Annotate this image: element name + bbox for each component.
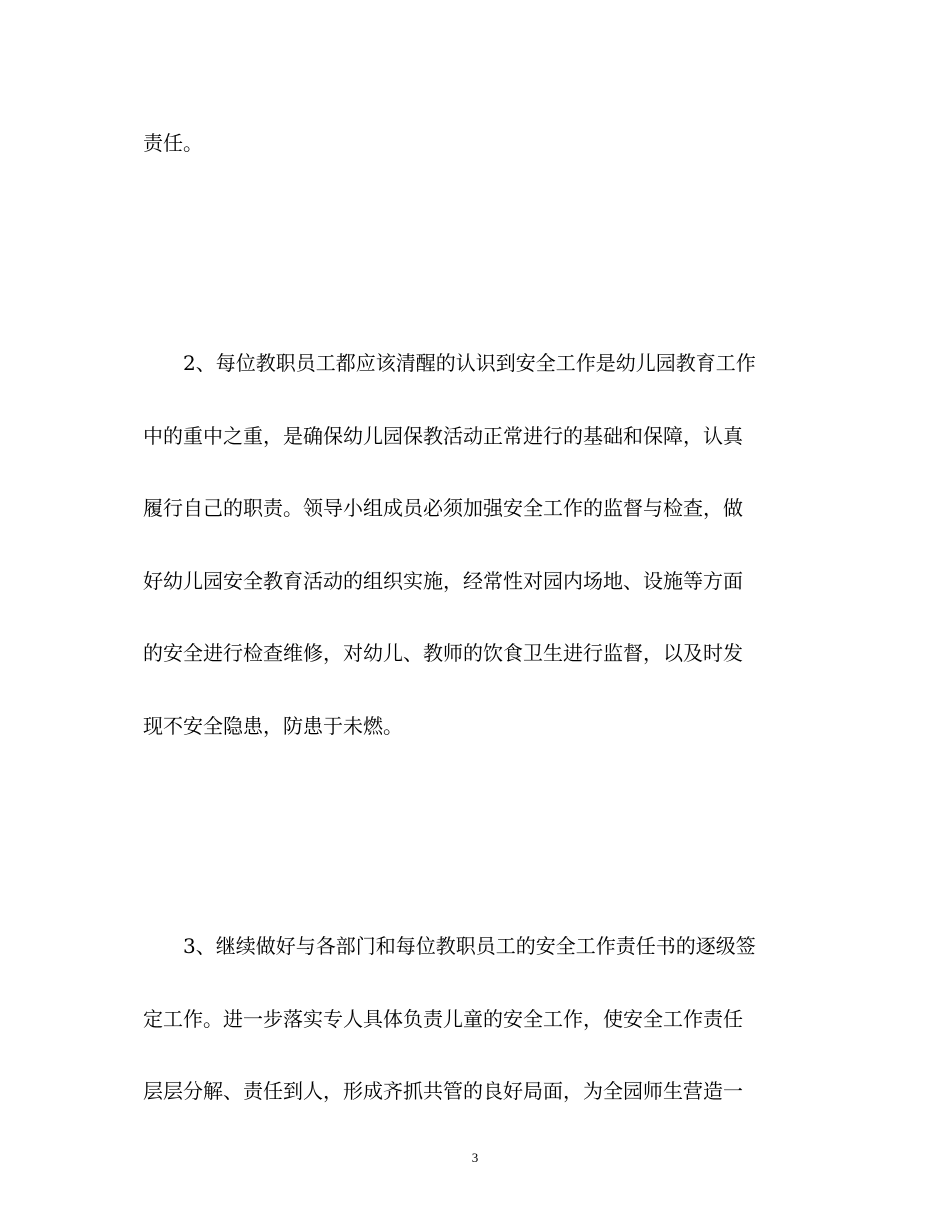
text-line: 现不安全隐患，防患于未燃。	[143, 714, 403, 738]
text-line: 责任。	[143, 131, 203, 155]
text-line: 履行自己的职责。领导小组成员必须加强安全工作的监督与检查，做	[143, 496, 743, 520]
page-number: 3	[471, 1150, 479, 1165]
text-line: 的安全进行检查维修，对幼儿、教师的饮食卫生进行监督，以及时发	[143, 641, 743, 665]
text-line: 2、每位教职员工都应该清醒的认识到安全工作是幼儿园教育工作	[183, 351, 756, 375]
text-line: 好幼儿园安全教育活动的组织实施，经常性对园内场地、设施等方面	[143, 569, 743, 593]
text-line: 中的重中之重，是确保幼儿园保教活动正常进行的基础和保障，认真	[143, 424, 743, 448]
text-line: 层层分解、责任到人，形成齐抓共管的良好局面，为全园师生营造一	[143, 1079, 743, 1103]
text-line: 3、继续做好与各部门和每位教职员工的安全工作责任书的逐级签	[183, 934, 756, 958]
text-line: 定工作。进一步落实专人具体负责儿童的安全工作，使安全工作责任	[143, 1007, 743, 1031]
